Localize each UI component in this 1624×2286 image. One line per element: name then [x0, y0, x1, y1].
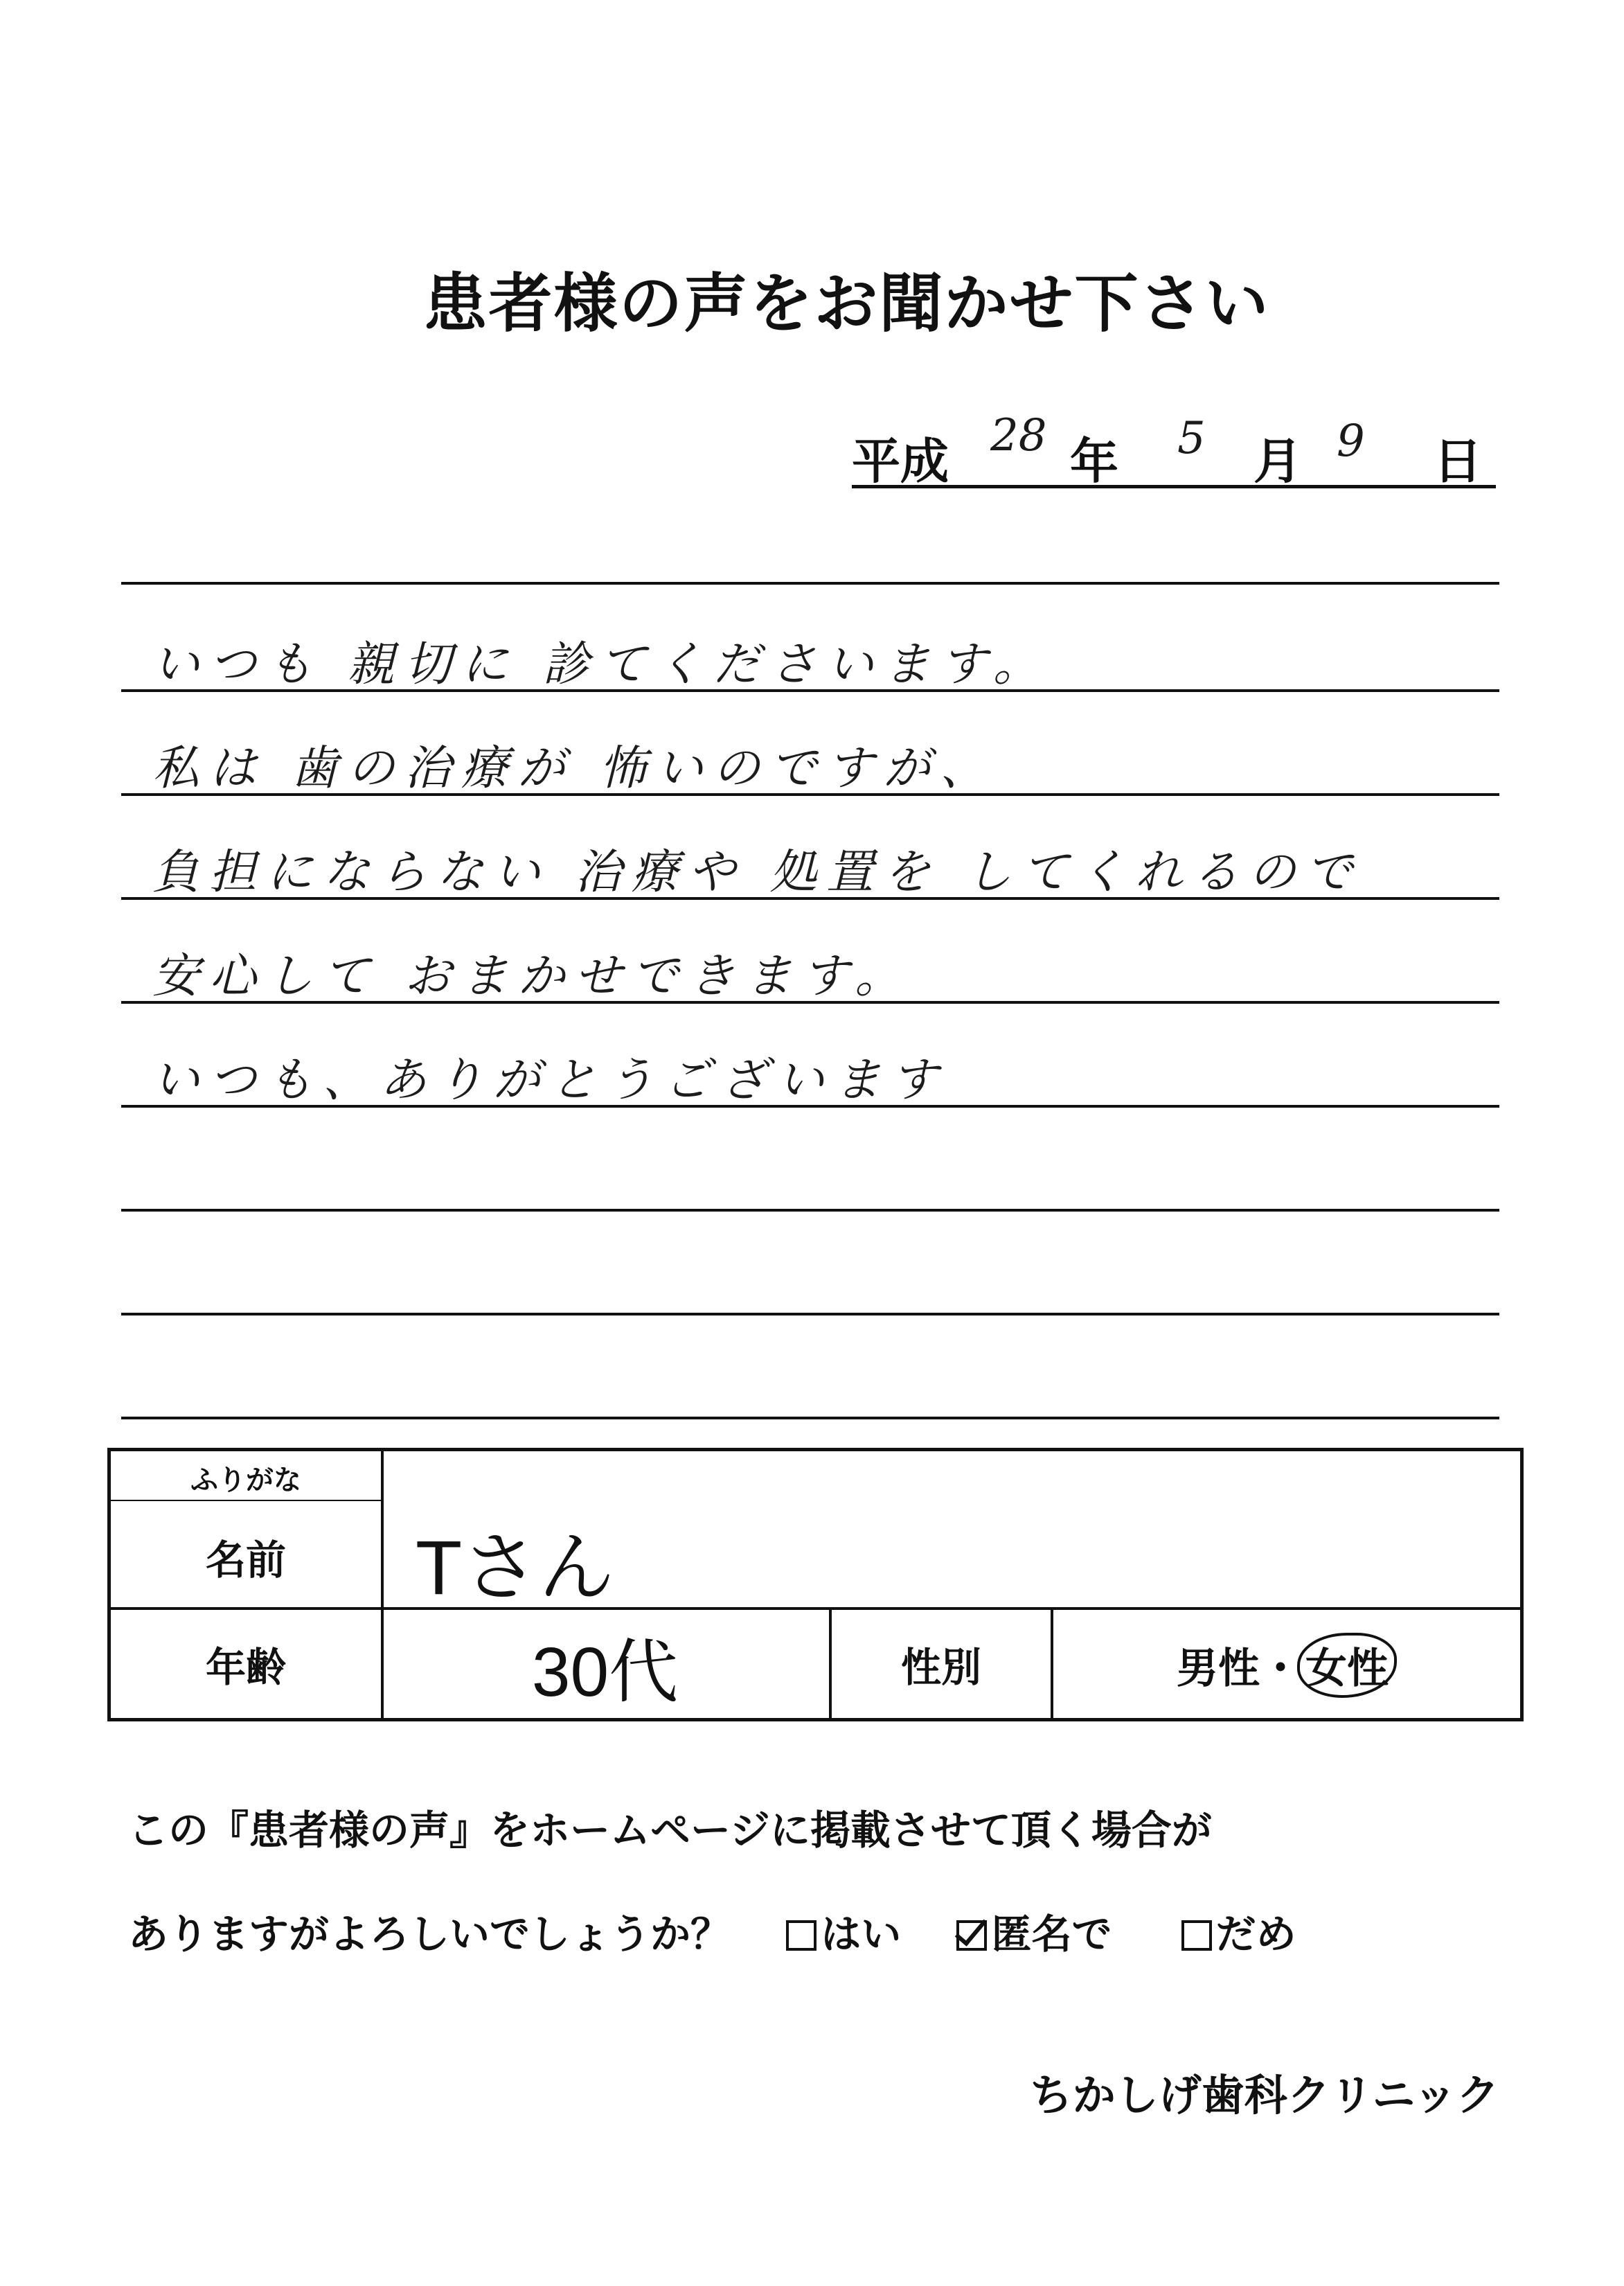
checkbox-icon[interactable]: [786, 1920, 817, 1951]
table-divider: [111, 1607, 1520, 1610]
comment-line: 安心して おまかせできます。: [152, 949, 912, 1004]
date-day-label: 日: [1434, 433, 1482, 490]
consent-question-line1: この『患者様の声』をホームページに掲載させて頂く場合が: [128, 1807, 1212, 1854]
patient-info-table: [107, 1448, 1524, 1721]
age-value: 30代: [531, 1633, 679, 1711]
date-year-value: 28: [990, 410, 1047, 461]
comment-rule: [121, 1313, 1499, 1315]
table-divider: [111, 1500, 381, 1501]
date-month-label: 月: [1253, 433, 1302, 490]
comment-rule-top: [121, 582, 1499, 585]
consent-option-yes[interactable]: はい: [786, 1911, 915, 1958]
date-day-value: 9: [1337, 416, 1365, 467]
comment-rule-bottom: [121, 1417, 1499, 1419]
gender-options: [1053, 1633, 1520, 1698]
comment-rule: [121, 689, 1499, 692]
checkbox-icon[interactable]: [1181, 1920, 1212, 1951]
consent-question-line2: ありますがよろしいでしょうか？: [128, 1911, 731, 1958]
comment-line: 負担にならない 治療や 処置を してくれるので: [152, 845, 1362, 900]
furigana-label: ふりがな: [190, 1464, 301, 1496]
comment-rule: [121, 1001, 1499, 1004]
comment-line: 私は 歯の治療が 怖いのですが、: [152, 741, 997, 796]
date-field: [852, 410, 1496, 490]
date-era-label: 平成: [852, 433, 949, 490]
comment-line: いつも 親切に 診てくださいます。: [152, 637, 1050, 692]
comment-line: いつも、ありがとうございます: [152, 1053, 948, 1108]
comment-rule: [121, 1105, 1499, 1108]
date-month-value: 5: [1177, 413, 1206, 464]
consent-question-row: [128, 1902, 1296, 1960]
form-title: 患者様の声をお聞かせ下さい: [423, 267, 1270, 341]
name-label: 名前: [205, 1536, 286, 1584]
age-label: 年齢: [205, 1644, 286, 1691]
clinic-name: ちかしげ歯科クリニック: [1029, 2070, 1499, 2120]
gender-separator: ・: [1260, 1645, 1301, 1693]
name-value: Tさん: [416, 1525, 615, 1611]
date-year-label: 年: [1070, 433, 1118, 490]
checkbox-checked-icon[interactable]: [956, 1920, 987, 1951]
consent-option-anonymous[interactable]: 匿名で: [956, 1911, 1125, 1958]
gender-option-female: 女性: [1297, 1633, 1397, 1698]
comment-rule: [121, 1209, 1499, 1212]
comment-rule: [121, 897, 1499, 900]
comment-rule: [121, 793, 1499, 796]
gender-option-male: 男性: [1177, 1645, 1260, 1693]
consent-option-no[interactable]: だめ: [1181, 1911, 1296, 1958]
gender-label: 性別: [900, 1644, 981, 1691]
